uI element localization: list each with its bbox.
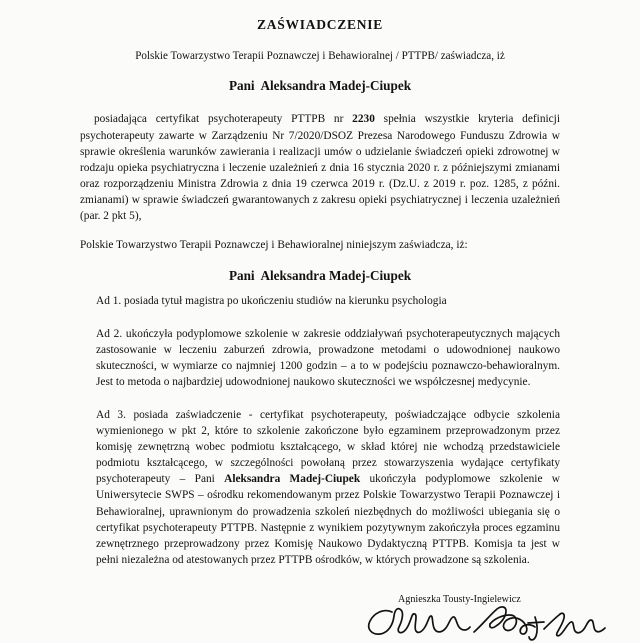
paragraph-certificate-basis — [80, 111, 560, 223]
item-ad-3 — [80, 407, 560, 567]
item-ad-1: Ad 1. posiada tytuł magistra po ukończeniu studiów na kierunku psychologia — [96, 294, 447, 307]
signature-block — [390, 594, 630, 606]
item-ad-2: Ad 2. ukończyła podyplomowe szkolenie w zakresie oddziaływań psychoterapeutycznych mających zastosowanie w leczeniu zaburzeń zdrowia, prowadzone metodami o udowodnionej naukowo skuteczności, w wymiarze co najmniej 1200 godzin – a to w podejściu poznawczo-behawioralnym. Jest to metoda o najbardziej udowodnionej naukowo skuteczności we współczesnej medycynie. — [96, 328, 560, 389]
handwritten-signature-icon — [354, 603, 614, 643]
subject-name-heading-secondary: Pani Aleksandra Madej-Ciupek — [228, 267, 412, 283]
subject-name-heading-primary: Pani Aleksandra Madej-Ciupek — [228, 78, 412, 94]
spacer — [80, 94, 560, 111]
issuing-organization-statement: Polskie Towarzystwo Terapii Poznawczej i Behawioralnej / PTTPB/ zaświadcza, iż — [135, 49, 505, 62]
spacer — [80, 224, 560, 236]
certificate-number: 2230 — [352, 113, 375, 126]
certification-statement-line: Polskie Towarzystwo Terapii Poznawczej i Behawioralnej niniejszym zaświadcza, iż: — [80, 238, 468, 251]
page-title: ZAŚWIADCZENIE — [256, 17, 384, 32]
signatory-name: Agnieszka Tousty-Ingielewicz — [398, 594, 521, 605]
item-ad-3-text-part-2: ukończyła podyplomowe szkolenie w Uniwersytecie SWPS – ośrodku rekomendowanym przez Polskie Towarzystwo Terapii Poznawczej i Behawioralnej, uprawnionym do prowadzenia szkoleń niezbędnych do możliwości ubiegania się o certyfikat psychoterapeuty PTTPB. Następnie z wynikiem pozytywnym zakończyła proces egzaminu zewnętrznego przeprowadzony przez Komisję Naukowo Dydaktyczną PTTPB. Komisja ta jest w pełni niezależna od atestowanych przez PTTPB ośrodków, w których prowadzone są szkolenia. — [96, 473, 560, 566]
spacer — [80, 309, 560, 326]
paragraph-text-after-number: spełnia wszystkie kryteria definicji psychoterapeuty zawarte w Zarządzeniu Nr 7/2020/DSOZ Prezesa Narodowego Funduszu Zdrowia w sprawie określenia warunków zawierania i realizacji umów o udzielanie świadczeń opieki zdrowotnej w rodzaju opieka psychiatryczna i leczenie uzależnień z dnia 16 stycznia 2020 r. z późniejszymi zmianami oraz rozporządzeniu Ministra Zdrowia z dnia 19 czerwca 2019 r. (Dz.U. z 2019 r. poz. 1285, z późni. zmianami) w sprawie świadczeń gwarantowanych z zakresu opieki psychiatrycznej i leczenia uzależnień (par. 2 pkt 5), — [80, 113, 560, 222]
spacer — [80, 390, 560, 407]
item-ad-3-subject-name: Aleksandra Madej-Ciupek — [224, 473, 361, 486]
paragraph-text-before-number: posiadająca certyfikat psychoterapeuty PTTPB nr — [94, 113, 353, 126]
spacer — [80, 284, 560, 293]
item-ad-3-text-part-1: Ad 3. posiada zaświadczenie - certyfikat psychoterapeuty, poświadczające odbycie szkolenia wymienionego w pkt 2, które to szkolenie zakończone było egzaminem przeprowadzonym przez komisję zewnętrzną wobec podmiotu kształcącego, w skład której nie wchodzą przedstawiciele podmiotu kształcącego, w szczególności powołaną przez stowarzyszenia wydające certyfikaty psychoterapeuty – Pani — [96, 409, 560, 486]
